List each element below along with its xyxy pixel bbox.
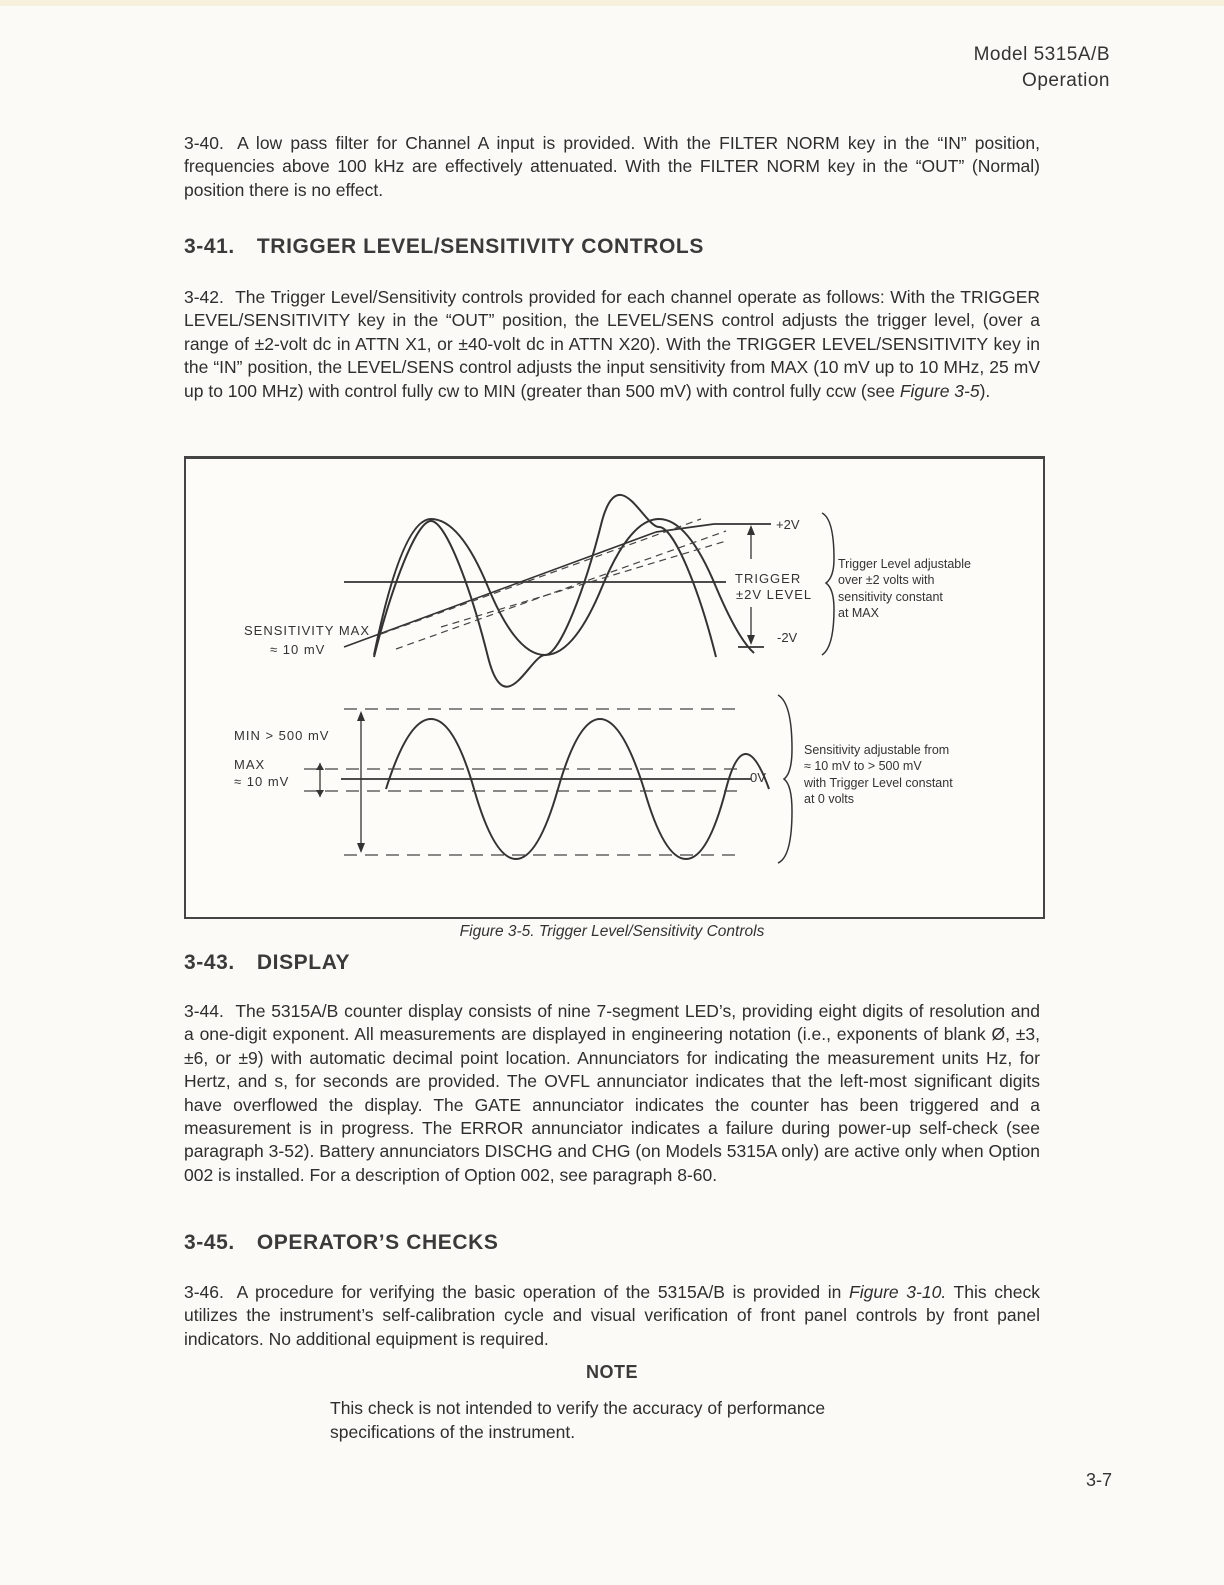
- plus2v-ramp: [656, 524, 714, 532]
- sensitivity-ramp: [344, 532, 656, 647]
- label-max-value: ≈ 10 mV: [234, 774, 290, 789]
- bottom-note-line1: Sensitivity adjustable from: [804, 743, 950, 757]
- page-top-tint: [0, 0, 1224, 6]
- section-number: 3-45.: [184, 1231, 235, 1254]
- label-min: MIN > 500 mV: [234, 728, 330, 743]
- top-note-line1: Trigger Level adjustable: [838, 557, 971, 571]
- bottom-note-line2: ≈ 10 mV to > 500 mV: [804, 759, 922, 773]
- header-model: Model 5315A/B: [973, 44, 1110, 65]
- bottom-sine-wave: [386, 719, 769, 859]
- label-sensitivity-max: SENSITIVITY MAX: [244, 623, 371, 638]
- page-number: 3-7: [1085, 1470, 1112, 1490]
- label-minus2v: -2V: [777, 630, 798, 645]
- section-title: TRIGGER LEVEL/SENSITIVITY CONTROLS: [256, 235, 704, 258]
- section-number: 3-41.: [184, 235, 235, 258]
- label-plus2v: +2V: [776, 517, 800, 532]
- paragraph-3-42: [184, 286, 1040, 403]
- page-header: [974, 42, 1110, 94]
- label-trigger: TRIGGER: [735, 571, 802, 586]
- top-sine-wave: [374, 495, 716, 687]
- paragraph-3-40: [184, 132, 1040, 202]
- bottom-note-line4: at 0 volts: [804, 792, 855, 806]
- top-brace: [822, 513, 834, 655]
- paragraph-text: The 5315A/B counter display consists of nine 7-segment LED’s, providing eight digits of resolution and a one-digit exponent. All measurements are displayed in engineering notation (i.e., exponents of blank Ø, ±3, ±6, or ±9) with automatic decimal point location. Annunciators for indicating the measurement units Hz, for Hertz, and s, for seconds are provided. The OVFL annunciator indicates that the left-most significant digits have overflowed the display. The GATE annunciator indicates the counter has been triggered and a measurement is in progress. The ERROR annunciator indicates a failure during power-up self-check (see paragraph 3-52). Battery annunciators DISCHG and CHG (on Models 5315A only) are active only when Option 002 is installed. For a description of Option 002, see paragraph 8-60.: [184, 1001, 1041, 1185]
- figure-reference: Figure 3-5: [899, 380, 980, 401]
- top-sine-wave-upper: [374, 519, 488, 655]
- section-title: DISPLAY: [256, 951, 351, 974]
- paragraph-3-46: [184, 1281, 1040, 1351]
- paragraph-text: A procedure for verifying the basic operation of the 5315A/B is provided in: [236, 1282, 850, 1302]
- section-heading-3-45: [184, 1231, 499, 1255]
- header-section: Operation: [1022, 70, 1110, 91]
- top-sine-wave-mid: [488, 519, 716, 655]
- figure-3-5: [184, 456, 1045, 919]
- figure-reference: Figure 3-10.: [849, 1282, 947, 1302]
- paragraph-number: 3-42.: [184, 287, 224, 307]
- label-sensitivity-value: ≈ 10 mV: [270, 642, 326, 657]
- paragraph-text: A low pass filter for Channel A input is provided. With the FILTER NORM key in the “IN” position, frequencies above 100 kHz are effectively attenuated. With the FILTER NORM key in the “OUT” (Normal) position there is no effect.: [184, 133, 1040, 200]
- top-note-line3: sensitivity constant: [838, 590, 943, 604]
- bottom-brace: [778, 695, 792, 863]
- paragraph-text-end: This check utilizes the instrument’s self-calibration cycle and visual verification of front panel controls by front panel indicators. No additional equipment is required.: [184, 1282, 1041, 1349]
- paragraph-text-end: ).: [979, 380, 991, 401]
- section-title: OPERATOR’S CHECKS: [256, 1231, 499, 1254]
- note-body: This check is not intended to verify the accuracy of performance specifications of the instrument.: [330, 1398, 826, 1442]
- paragraph-number: 3-46.: [184, 1282, 224, 1302]
- figure-caption: Figure 3-5. Trigger Level/Sensitivity Controls: [459, 923, 765, 940]
- label-max: MAX: [234, 757, 266, 772]
- note-title: NOTE: [585, 1362, 638, 1382]
- paragraph-text: The Trigger Level/Sensitivity controls provided for each channel operate as follows: With the TRIGGER LEVEL/SENSITIVITY key in the “OUT” position, the LEVEL/SENS control adjusts the trigger level, (over a range of ±2-volt dc in ATTN X1, or ±40-volt dc in ATTN X20). With the TRIGGER LEVEL/SENSITIVITY key in the “IN” position, the LEVEL/SENS control adjusts the input sensitivity from MAX (10 mV up to 10 MHz, 25 mV up to 100 MHz) with control fully cw to MIN (greater than 500 mV) with control fully ccw (see: [184, 287, 1040, 401]
- bottom-note-line3: with Trigger Level constant: [804, 776, 953, 790]
- label-zero-volt: 0V: [750, 770, 766, 785]
- label-level: ±2V LEVEL: [736, 587, 813, 602]
- paragraph-number: 3-40.: [184, 133, 224, 153]
- paragraph-number: 3-44.: [184, 1001, 224, 1021]
- trigger-diagram: [186, 459, 1043, 917]
- top-note-line4: at MAX: [838, 606, 879, 620]
- section-number: 3-43.: [184, 951, 235, 974]
- section-heading-3-41: [184, 235, 704, 259]
- section-heading-3-43: [184, 951, 350, 975]
- paragraph-3-44: [184, 1000, 1040, 1187]
- top-note-line2: over ±2 volts with: [838, 573, 935, 587]
